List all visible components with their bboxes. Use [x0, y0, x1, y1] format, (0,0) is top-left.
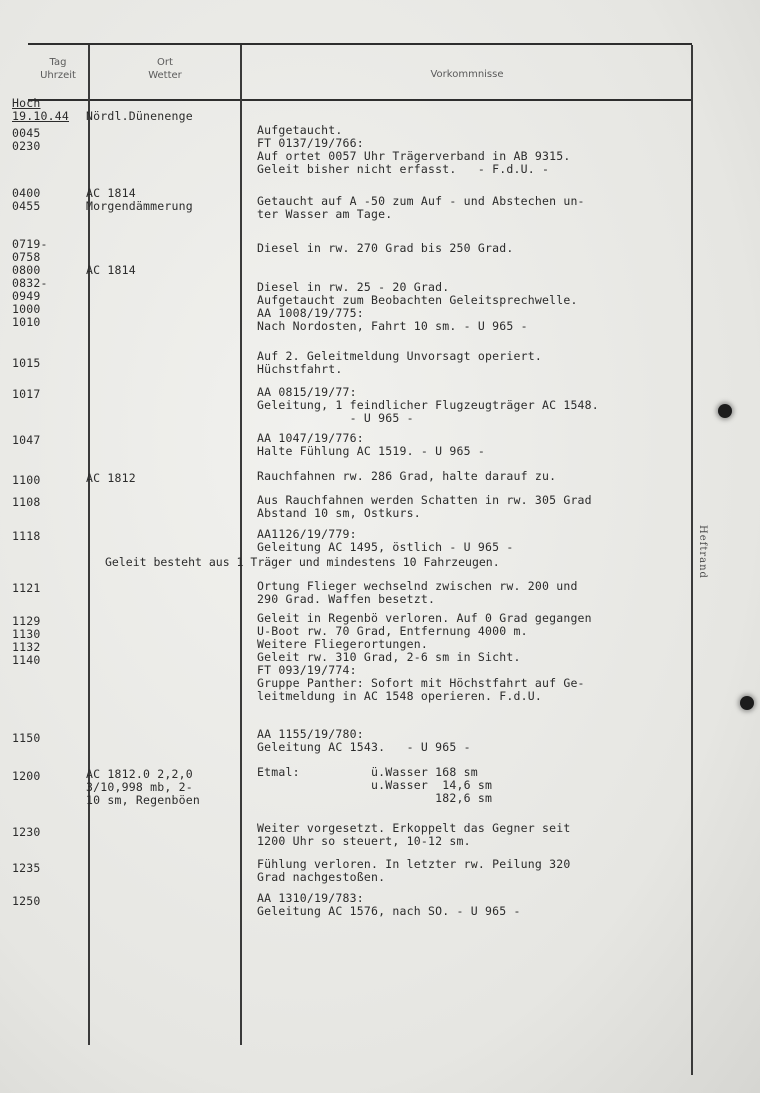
row-event-text: Geleit in Regenbö verloren. Auf 0 Grad gegangen U-Boot rw. 70 Grad, Entfernung 4000 m. Weitere Fliegerortungen. Geleit rw. 310 Grad, 2-6 sm in Sicht. FT 093/19/774: Gruppe Panther: Sofort mit Höchstfahrt auf Ge- leitmeldung in AC 1548 operieren. F.d.U. [257, 611, 592, 703]
header-time-label: Uhrzeit [40, 70, 76, 81]
header-bottom-rule [28, 99, 692, 101]
row-event-text: Diesel in rw. 270 Grad bis 250 Grad. Diesel in rw. 25 - 20 Grad. Aufgetaucht zum Beobachten Geleitsprechwelle. AA 1008/19/775: Nach Nordosten, Fahrt 10 sm. - U 965 - [257, 241, 578, 333]
header-weather-label: Wetter [148, 70, 182, 81]
row-event-text: Aufgetaucht. FT 0137/19/766: Auf ortet 0057 Uhr Trägerverband in AB 9315. Geleit bisher nicht erfasst. - F.d.U. - [257, 123, 571, 176]
row-time: 1100 [12, 473, 41, 487]
row-time: 1230 [12, 825, 41, 839]
row-place: AC 1812.0 2,2,0 3/10,998 mb, 2- 10 sm, Regenböen [86, 767, 200, 807]
row-time: 0045 0230 [12, 126, 41, 153]
row-time: 1118 [12, 529, 41, 543]
header-day-label: Tag [49, 57, 67, 68]
row-time: 1015 [12, 356, 41, 370]
row-place: AC 1814 Morgendämmerung [86, 186, 193, 213]
column-divider-right [691, 45, 693, 1075]
header-events: Vorkommnisse [430, 69, 504, 80]
convoy-composition-stamp: Geleit besteht aus 1 Träger und mindestens 10 Fahrzeugen. [105, 555, 500, 569]
row-event-text: AA1126/19/779: Geleitung AC 1495, östlich - U 965 - [257, 527, 514, 554]
header-day-time [28, 56, 88, 82]
row-time: 0400 0455 [12, 186, 41, 213]
row-event-text: Getaucht auf A -50 zum Auf - und Abstechen un- ter Wasser am Tage. [257, 194, 585, 221]
column-divider-2 [240, 45, 242, 1045]
row-place: Nördl.Dünenenge [86, 109, 193, 123]
row-time: 1121 [12, 581, 41, 595]
row-event-text: AA 1155/19/780: Geleitung AC 1543. - U 965 - [257, 727, 471, 754]
punch-hole-bottom [740, 696, 754, 710]
row-event-text: Weiter vorgesetzt. Erkoppelt das Gegner seit 1200 Uhr so steuert, 10-12 sm. [257, 821, 571, 848]
row-event-text: AA 0815/19/77: Geleitung, 1 feindlicher Flugzeugträger AC 1548. - U 965 - [257, 385, 599, 425]
row-time: 1250 [12, 894, 41, 908]
header-place-label: Ort [157, 57, 173, 68]
row-time: 1047 [12, 433, 41, 447]
row-event-text: Fühlung verloren. In letzter rw. Peilung 320 Grad nachgestoßen. [257, 857, 571, 884]
row-time: 1200 [12, 769, 41, 783]
row-time: Hoch 19.10.44 [12, 96, 69, 123]
row-time: 1129 1130 1132 1140 [12, 614, 41, 667]
header-top-rule [28, 43, 692, 45]
row-time: 1150 [12, 731, 41, 745]
row-event-text: Etmal: ü.Wasser 168 sm u.Wasser 14,6 sm 182,6 sm [257, 765, 493, 805]
row-place: AC 1814 [86, 263, 136, 277]
punch-hole-top [718, 404, 732, 418]
binding-margin-label: Heftrand [697, 525, 708, 579]
row-event-text: AA 1047/19/776: Halte Fühlung AC 1519. - U 965 - [257, 431, 485, 458]
header-place-weather [90, 56, 240, 82]
row-event-text: Rauchfahnen rw. 286 Grad, halte darauf zu. [257, 469, 557, 483]
row-event-text: AA 1310/19/783: Geleitung AC 1576, nach SO. - U 965 - [257, 891, 521, 918]
row-time: 0719- 0758 0800 0832- 0949 1000 1010 [12, 237, 48, 329]
row-time: 1108 [12, 495, 41, 509]
row-event-text: Ortung Flieger wechselnd zwischen rw. 200 und 290 Grad. Waffen besetzt. [257, 579, 578, 606]
row-time: 1235 [12, 861, 41, 875]
row-event-text: Aus Rauchfahnen werden Schatten in rw. 305 Grad Abstand 10 sm, Ostkurs. [257, 493, 592, 520]
row-event-text: Auf 2. Geleitmeldung Unvorsagt operiert. Hüchstfahrt. [257, 349, 542, 376]
row-place: AC 1812 [86, 471, 136, 485]
row-time: 1017 [12, 387, 41, 401]
